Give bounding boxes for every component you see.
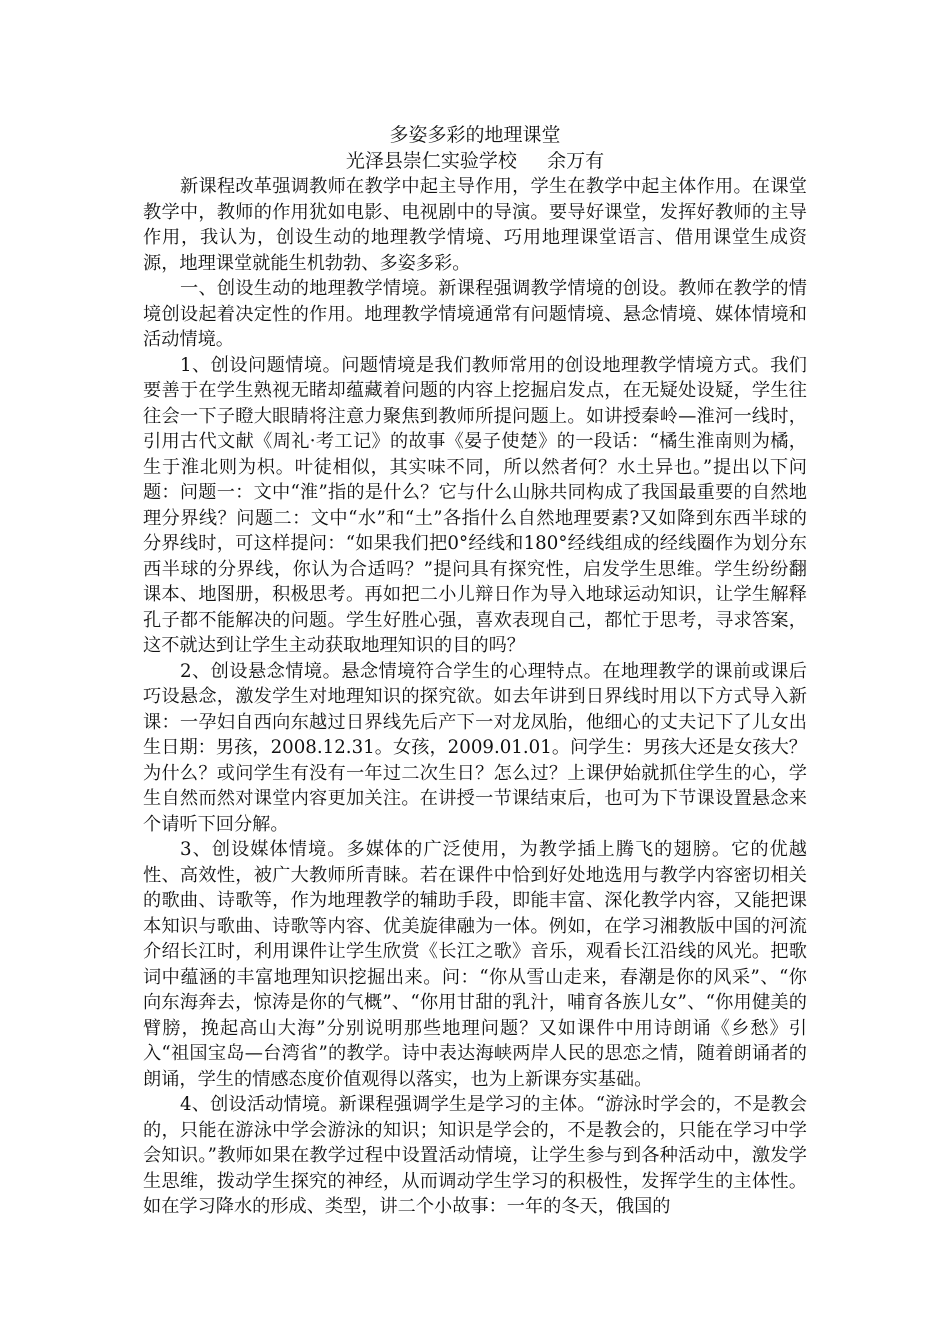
paragraph-intro: 新课程改革强调教师在教学中起主导作用，学生在教学中起主体作用。在课堂教学中，教师的作用犹如电影、电视剧中的导演。要导好课堂，发挥好教师的主导作用，我认为，创设生动的地理教学情境、巧用地理课堂语言、借用课堂生成资源，地理课堂就能生机勃勃、多姿多彩。 (143, 176, 807, 274)
paragraph-problem-situation: 1、创设问题情境。问题情境是我们教师常用的创设地理教学情境方式。我们要善于在学生熟视无睹却蕴藏着问题的内容上挖掘启发点，在无疑处设疑，学生往往会一下子瞪大眼睛将注意力聚焦到教师所提问题上。如讲授秦岭—淮河一线时，引用古代文献《周礼·考工记》的故事《晏子使楚》的一段话：“橘生淮南则为橘，生于淮北则为枳。叶徒相似，其实味不同，所以然者何？水土异也。”提出以下问题：问题一：文中“淮”指的是什么？它与什么山脉共同构成了我国最重要的自然地理分界线？问题二：文中“水”和“土”各指什么自然地理要素?又如降到东西半球的分界线时，可这样提问：“如果我们把0°经线和180°经线组成的经线圈作为划分东西半球的分界线，你认为合适吗？”提问具有探究性，启发学生思维。学生纷纷翻课本、地图册，积极思考。再如把二小儿辩日作为导入地球运动知识，让学生解释孔子都不能解决的问题。学生好胜心强，喜欢表现自己，都忙于思考，寻求答案，这不就达到让学生主动获取地理知识的目的吗？ (143, 354, 807, 656)
paragraph-media-situation: 3、创设媒体情境。多媒体的广泛使用，为教学插上腾飞的翅膀。它的优越性、高效性，被广大教师所青睐。若在课件中恰到好处地选用与教学内容密切相关的歌曲、诗歌等，作为地理教学的辅助手段，即能丰富、深化教学内容，又能把课本知识与歌曲、诗歌等内容、优美旋律融为一体。例如，在学习湘教版中国的河流介绍长江时，利用课件让学生欣赏《长江之歌》音乐，观看长江沿线的风光。把歌词中蕴涵的丰富地理知识挖掘出来。问：“你从雪山走来，春潮是你的风采”、“你向东海奔去，惊涛是你的气概”、“你用甘甜的乳汁，哺育各族儿女”、“你用健美的臂膀，挽起高山大海”分别说明那些地理问题？又如课件中用诗朗诵《乡愁》引入“祖国宝岛—台湾省”的教学。诗中表达海峡两岸人民的思恋之情，随着朗诵者的朗诵，学生的情感态度价值观得以落实，也为上新课夯实基础。 (143, 839, 807, 1090)
paragraph-activity-situation: 4、创设活动情境。新课程强调学生是学习的主体。“游泳时学会的，不是教会的，只能在游泳中学会游泳的知识；知识是学会的，不是教会的，只能在学习中学会知识。”教师如果在教学过程中设置活动情境，让学生参与到各种活动中，激发学生思维，拨动学生探究的神经，从而调动学生学习的积极性，发挥学生的主体性。如在学习降水的形成、类型，讲二个小故事：一年的冬天，俄国的 (143, 1094, 807, 1217)
document-page (143, 122, 807, 1220)
paragraph-section-1: 一、创设生动的地理教学情境。新课程强调教学情境的创设。教师在教学的情境创设起着决定性的作用。地理教学情境通常有问题情境、悬念情境、媒体情境和活动情境。 (143, 278, 807, 350)
document-title: 多姿多彩的地理课堂 (389, 124, 561, 146)
paragraph-suspense-situation: 2、创设悬念情境。悬念情境符合学生的心理特点。在地理教学的课前或课后巧设悬念，激发学生对地理知识的探究欲。如去年讲到日界线时用以下方式导入新课：一孕妇自西向东越过日界线先后产下一对龙凤胎，他细心的丈夫记下了儿女出生日期：男孩，2008.12.31。女孩，2009.01.01。问学生：男孩大还是女孩大？为什么？或问学生有没有一年过二次生日？怎么过？上课伊始就抓住学生的心，学生自然而然对课堂内容更加关注。在讲授一节课结束后，也可为下节课设置悬念来个请听下回分解。 (143, 660, 807, 835)
author-line: 光泽县崇仁实验学校 余万有 (345, 150, 605, 172)
